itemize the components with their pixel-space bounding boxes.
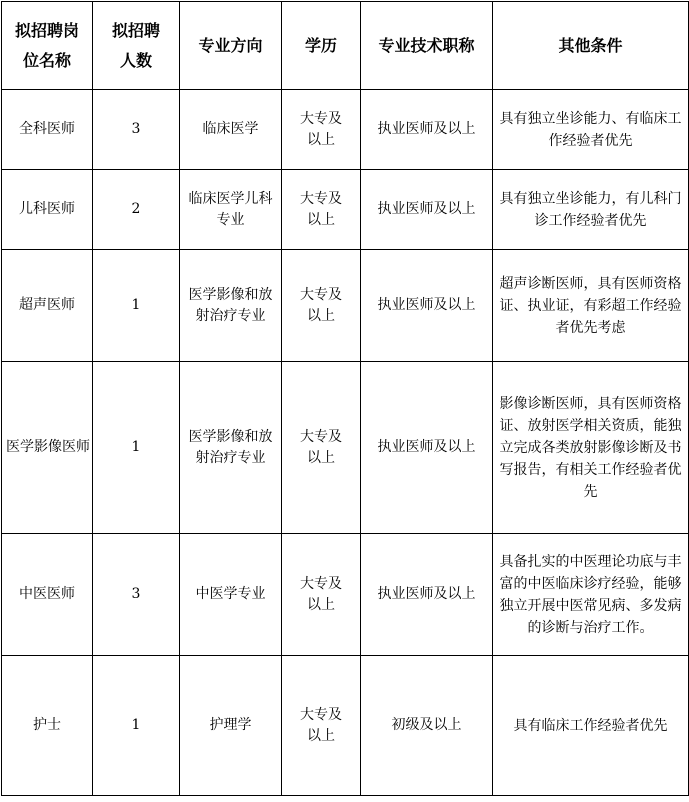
cell-position: 超声医师	[2, 250, 93, 362]
header-row	[2, 2, 689, 90]
cell-position: 全科医师	[2, 90, 93, 170]
cell-title: 执业医师及以上	[361, 90, 493, 170]
cell-position: 护士	[2, 656, 93, 796]
cell-count: 1	[93, 656, 180, 796]
cell-other: 具有临床工作经验者优先	[493, 656, 689, 796]
table-row	[2, 656, 689, 796]
cell-major: 医学影像和放射治疗专业	[180, 362, 282, 534]
cell-other: 超声诊断医师，具有医师资格证、执业证，有彩超工作经验者优先考虑	[493, 250, 689, 362]
cell-education: 大专及以上	[282, 534, 361, 656]
cell-count: 3	[93, 90, 180, 170]
table-row	[2, 250, 689, 362]
cell-major: 中医学专业	[180, 534, 282, 656]
cell-other: 具备扎实的中医理论功底与丰富的中医临床诊疗经验，能够独立开展中医常见病、多发病的诊断与治疗工作。	[493, 534, 689, 656]
cell-position: 中医医师	[2, 534, 93, 656]
cell-other: 影像诊断医师，具有医师资格证、放射医学相关资质，能独立完成各类放射影像诊断及书写报告，有相关工作经验者优先	[493, 362, 689, 534]
cell-count: 1	[93, 362, 180, 534]
cell-position: 医学影像医师	[2, 362, 93, 534]
cell-major: 护理学	[180, 656, 282, 796]
table-row	[2, 170, 689, 250]
cell-title: 执业医师及以上	[361, 250, 493, 362]
cell-title: 执业医师及以上	[361, 534, 493, 656]
cell-count: 1	[93, 250, 180, 362]
header-count: 拟招聘人数	[93, 2, 180, 90]
header-major: 专业方向	[180, 2, 282, 90]
cell-education: 大专及以上	[282, 362, 361, 534]
cell-education: 大专及以上	[282, 90, 361, 170]
header-education: 学历	[282, 2, 361, 90]
cell-title: 初级及以上	[361, 656, 493, 796]
cell-education: 大专及以上	[282, 656, 361, 796]
cell-count: 2	[93, 170, 180, 250]
cell-position: 儿科医师	[2, 170, 93, 250]
cell-major: 临床医学	[180, 90, 282, 170]
cell-education: 大专及以上	[282, 170, 361, 250]
cell-education: 大专及以上	[282, 250, 361, 362]
cell-major: 临床医学儿科专业	[180, 170, 282, 250]
cell-title: 执业医师及以上	[361, 170, 493, 250]
cell-major: 医学影像和放射治疗专业	[180, 250, 282, 362]
header-position: 拟招聘岗位名称	[2, 2, 93, 90]
table-row	[2, 362, 689, 534]
cell-count: 3	[93, 534, 180, 656]
cell-other: 具有独立坐诊能力，有儿科门诊工作经验者优先	[493, 170, 689, 250]
header-title: 专业技术职称	[361, 2, 493, 90]
table-row	[2, 534, 689, 656]
cell-other: 具有独立坐诊能力、有临床工作经验者优先	[493, 90, 689, 170]
cell-title: 执业医师及以上	[361, 362, 493, 534]
recruitment-table	[1, 1, 689, 796]
table-row	[2, 90, 689, 170]
header-other: 其他条件	[493, 2, 689, 90]
